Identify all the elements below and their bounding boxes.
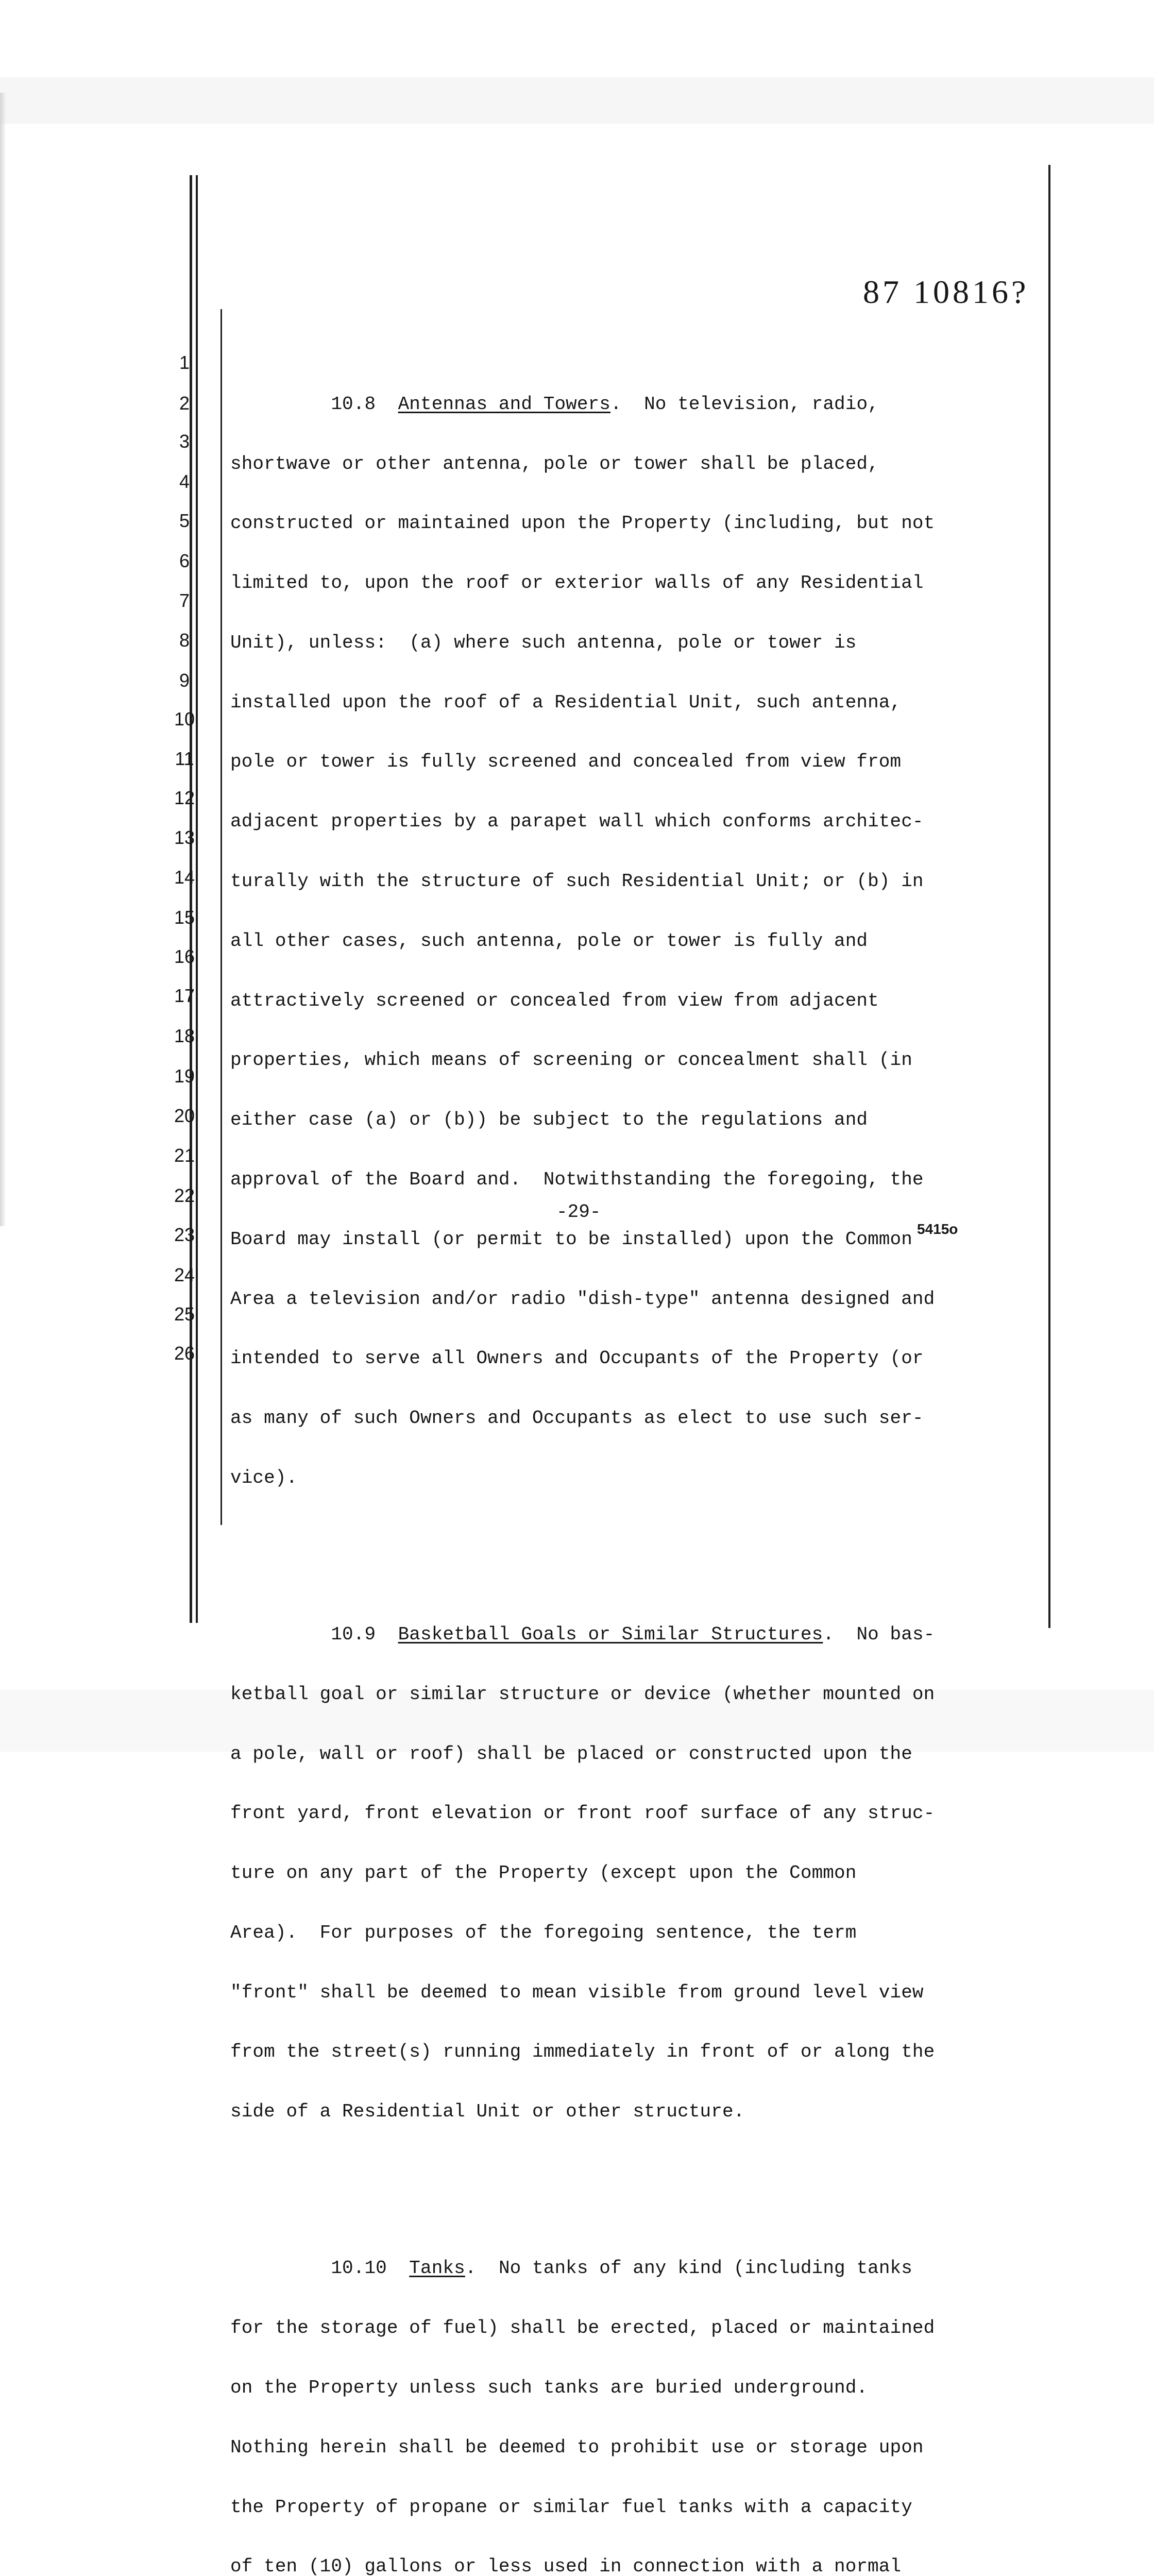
- paragraph-line: 10.8 Antennas and Towers. No television, radio,: [331, 393, 879, 415]
- paragraph-line: approval of the Board and. Notwithstanding the foregoing, the: [230, 1168, 924, 1190]
- line-number: 24: [174, 1264, 195, 1285]
- paragraph-line: Board may install (or permit to be installed) upon the Common: [230, 1228, 912, 1250]
- paragraph-line: pole or tower is fully screened and concealed from view from: [230, 751, 902, 773]
- paragraph-line: vice).: [230, 1467, 298, 1488]
- paragraph-line: 10.9 Basketball Goals or Similar Structures. No bas-: [331, 1624, 935, 1645]
- line-number: 16: [174, 946, 195, 967]
- line-number: 15: [174, 907, 195, 928]
- scan-edge-shadow: [0, 93, 6, 1226]
- paragraph-line: properties, which means of screening or concealment shall (in: [230, 1049, 912, 1071]
- paragraph-line: Unit), unless: (a) where such antenna, pole or tower is: [230, 632, 857, 653]
- paragraph-line: 10.10 Tanks. No tanks of any kind (including tanks: [331, 2258, 912, 2279]
- section-heading: Antennas and Towers: [398, 393, 610, 415]
- paragraph-line: front yard, front elevation or front roof surface of any struc-: [230, 1803, 935, 1824]
- line-number: 18: [174, 1025, 195, 1046]
- section-number: 10.9: [331, 1624, 376, 1645]
- line-number: 11: [175, 748, 194, 769]
- paragraph-line: of ten (10) gallons or less used in connection with a normal: [230, 2556, 902, 2576]
- paragraph-line: the Property of propane or similar fuel tanks with a capacity: [230, 2496, 912, 2518]
- line-number: 20: [174, 1105, 195, 1126]
- paragraph-line: intended to serve all Owners and Occupants of the Property (or: [230, 1348, 924, 1369]
- paragraph-line: turally with the structure of such Residential Unit; or (b) in: [230, 871, 924, 892]
- line-number: 25: [174, 1303, 195, 1325]
- paragraph-line: installed upon the roof of a Residential Unit, such antenna,: [230, 691, 902, 713]
- line-number: 9: [179, 670, 190, 691]
- paragraph-line: Area a television and/or radio "dish-type" antenna designed and: [230, 1288, 935, 1310]
- paragraph-line: Nothing herein shall be deemed to prohibit use or storage upon: [230, 2436, 924, 2458]
- paragraph-line: limited to, upon the roof or exterior walls of any Residential: [230, 572, 924, 594]
- line-number: 19: [174, 1065, 195, 1087]
- paragraph-line: "front" shall be deemed to mean visible from ground level view: [230, 1981, 924, 2003]
- line-number: 10: [174, 708, 195, 730]
- line-number: 17: [174, 985, 195, 1006]
- paragraph-line: Area). For purposes of the foregoing sentence, the term: [230, 1922, 857, 1943]
- line-number: 7: [179, 590, 190, 611]
- line-number: 3: [179, 431, 190, 452]
- line-number: 21: [174, 1145, 195, 1166]
- paragraph-line: adjacent properties by a parapet wall which conforms architec-: [230, 811, 924, 833]
- scan-top-noise: [0, 77, 1154, 124]
- recording-number: 87 10816?: [863, 274, 1029, 310]
- paragraph-line: ketball goal or similar structure or device (whether mounted on: [230, 1683, 935, 1705]
- line-number: 13: [174, 827, 195, 848]
- paragraph-line: as many of such Owners and Occupants as elect to use such ser-: [230, 1408, 924, 1429]
- line-number-rule: [220, 309, 222, 1525]
- paragraph-line: constructed or maintained upon the Property (including, but not: [230, 513, 935, 534]
- paragraph-line: all other cases, such antenna, pole or tower is fully and: [230, 930, 868, 952]
- paragraph-line: ture on any part of the Property (except upon the Common: [230, 1862, 857, 1884]
- line-number: 8: [179, 630, 190, 651]
- paragraph-line: either case (a) or (b)) be subject to the regulations and: [230, 1109, 868, 1131]
- page-number: -29-: [556, 1201, 601, 1223]
- line-number: 5: [179, 510, 190, 531]
- section-heading: Basketball Goals or Similar Structures: [398, 1624, 823, 1645]
- paragraph-line: a pole, wall or roof) shall be placed or constructed upon the: [230, 1743, 912, 1765]
- line-number: 12: [174, 787, 195, 808]
- line-number: 14: [174, 867, 195, 888]
- line-number: 26: [174, 1343, 195, 1364]
- right-margin-rule: [1048, 165, 1050, 1628]
- document-body: [230, 335, 1024, 2576]
- section-number: 10.8: [331, 393, 376, 415]
- line-number: 2: [179, 393, 190, 414]
- line-number: 1: [179, 352, 190, 373]
- section-heading: Tanks: [409, 2258, 465, 2279]
- paragraph-line: on the Property unless such tanks are buried underground.: [230, 2377, 868, 2398]
- line-number: 23: [174, 1224, 195, 1245]
- paragraph-line: from the street(s) running immediately in front of or along the: [230, 2041, 935, 2063]
- line-number: 4: [179, 471, 190, 492]
- document-code: 5415o: [917, 1221, 958, 1237]
- paragraph-line: side of a Residential Unit or other structure.: [230, 2101, 745, 2123]
- paragraph-line: shortwave or other antenna, pole or tower shall be placed,: [230, 453, 879, 474]
- paragraph-line: attractively screened or concealed from view from adjacent: [230, 990, 879, 1011]
- paragraph-line: for the storage of fuel) shall be erected, placed or maintained: [230, 2317, 935, 2339]
- section-number: 10.10: [331, 2258, 387, 2279]
- line-number: 6: [179, 550, 190, 571]
- line-number: 22: [174, 1185, 195, 1206]
